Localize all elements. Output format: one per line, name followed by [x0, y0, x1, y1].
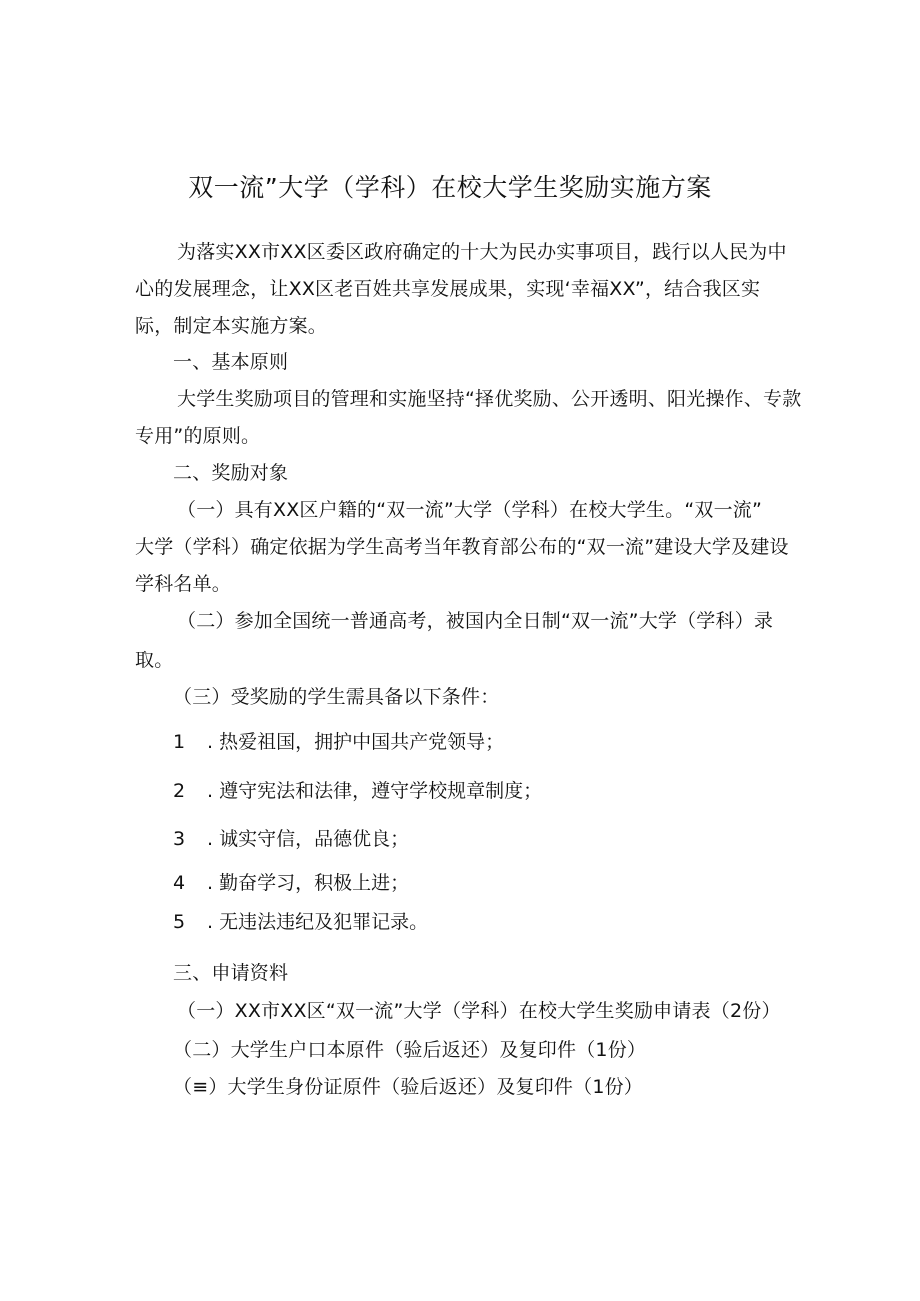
condition-item: [173, 729, 504, 755]
condition-number: 2: [173, 780, 186, 802]
condition-number: 4: [173, 872, 186, 894]
condition-item: [173, 909, 428, 935]
condition-item: [173, 870, 409, 896]
intro-line-1: 为落实XX市XX区委区政府确定的十大为民办实事项目，践行以人民为中: [177, 241, 787, 263]
targets-item1-line-2: 大学（学科）确定依据为学生高考当年教育部公布的“双一流”建设大学及建设: [135, 536, 789, 558]
targets-item2-line-1: （二）参加全国统一普通高考，被国内全日制“双一流”大学（学科）录: [177, 610, 774, 632]
condition-number: 3: [173, 828, 186, 850]
materials-item-2: （二）大学生户口本原件（验后返还）及复印件（1份）: [173, 1039, 647, 1061]
targets-item3-line-1: （三）受奖励的学生需具备以下条件：: [173, 686, 500, 708]
condition-text: . 诚实守信，品德优良；: [207, 828, 410, 850]
intro-line-3: 际，制定本实施方案。: [135, 315, 328, 337]
condition-item: [173, 778, 542, 804]
condition-item: [173, 826, 409, 852]
condition-number: 1: [173, 731, 186, 753]
section-heading-targets: 二、奖励对象: [173, 462, 289, 484]
intro-line-2: 心的发展理念，让XX区老百姓共享发展成果，实现‘幸福XX”，结合我区实: [135, 278, 761, 300]
targets-item1-line-3: 学科名单。: [135, 573, 232, 595]
section-heading-principles: 一、基本原则: [173, 351, 289, 373]
principles-line-1: 大学生奖励项目的管理和实施坚持“择优奖励、公开透明、阳光操作、专款: [177, 388, 802, 410]
condition-text: . 无违法违纪及犯罪记录。: [207, 911, 429, 933]
condition-text: . 遵守宪法和法律，遵守学校规章制度；: [207, 780, 543, 802]
materials-item-3: （≡）大学生身份证原件（验后返还）及复印件（1份）: [173, 1076, 644, 1098]
condition-text: . 热爱祖国，拥护中国共产党领导；: [207, 731, 505, 753]
condition-text: . 勤奋学习，积极上进；: [207, 872, 410, 894]
targets-item1-line-1: （一）具有XX区户籍的“双一流”大学（学科）在校大学生。“双一流”: [177, 499, 763, 521]
materials-item-1: （一）XX市XX区“双一流”大学（学科）在校大学生奖励申请表（2份）: [177, 1000, 781, 1022]
principles-line-2: 专用”的原则。: [135, 425, 261, 447]
targets-item2-line-2: 取。: [135, 649, 174, 671]
condition-number: 5: [173, 911, 186, 933]
section-heading-materials: 三、申请资料: [173, 962, 289, 984]
document-title: 双一流”大学（学科）在校大学生奖励实施方案: [188, 173, 712, 202]
